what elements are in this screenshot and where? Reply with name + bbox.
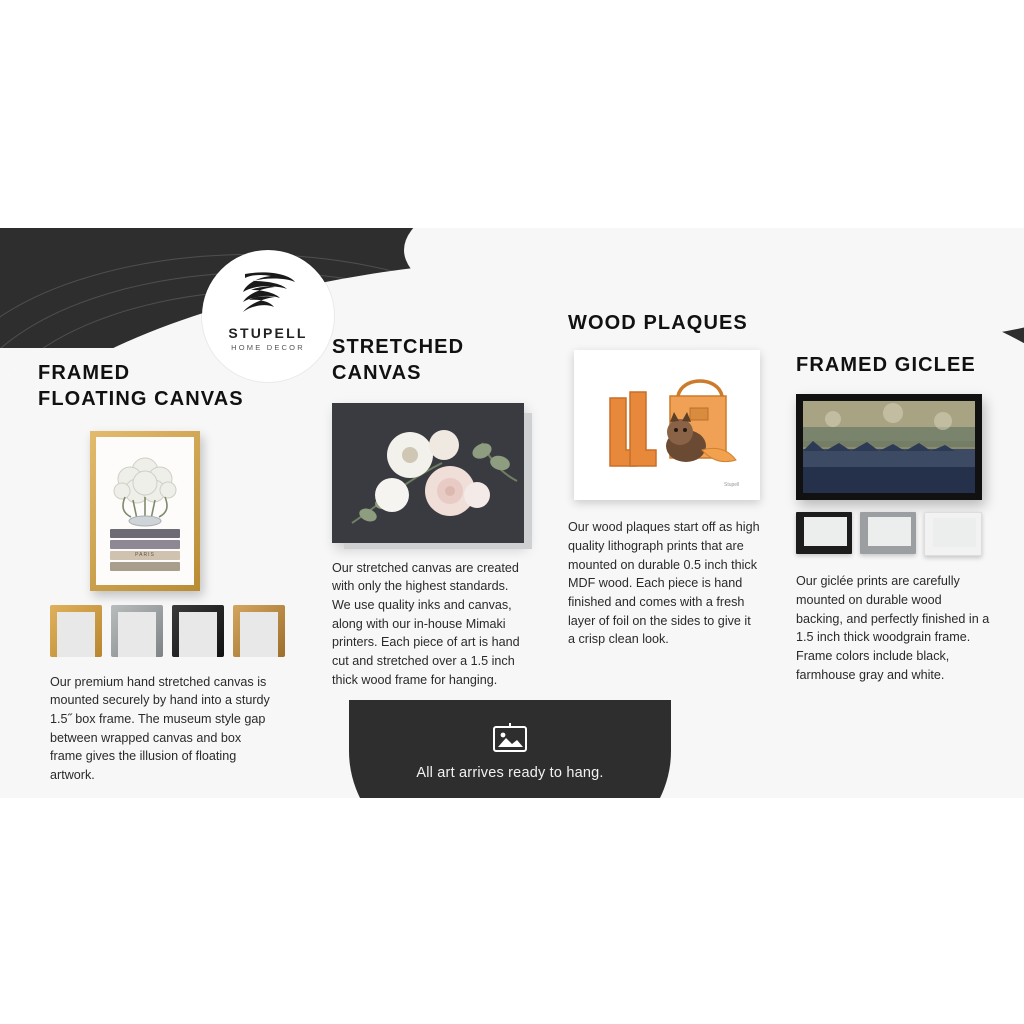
swatch-inner bbox=[57, 612, 95, 657]
section-description: Our wood plaques start off as high quality lithograph prints that are mounted on durable 0.5 inch thick MDF wood. Each piece is hand finished and comes with a fresh layer of foil on the sides to give it a crisp clean look. bbox=[568, 520, 760, 647]
section-description: Our stretched canvas are created with only the highest standards. We use quality inks and canvas, along with our in-house Mimaki printers. Each piece of art is hand cut and stretched over a 1.5 inch thick wood frame for hanging. bbox=[332, 560, 520, 687]
book-stack-item bbox=[110, 540, 180, 549]
wood-plaque-image bbox=[574, 350, 768, 500]
section-description: Our giclée prints are carefully mounted on durable wood backing, and perfectly finished in a 1.5 inch thick woodgrain frame. Frame colors include black, farmhouse gray and white. bbox=[796, 574, 990, 682]
swatch-inner bbox=[804, 517, 847, 546]
plaque-front bbox=[574, 350, 760, 500]
brand-subtitle: HOME DECOR bbox=[231, 343, 305, 352]
banner-body bbox=[0, 228, 1024, 798]
swatch-inner bbox=[240, 612, 278, 657]
swatch-inner bbox=[118, 612, 156, 657]
brand-name: STUPELL bbox=[228, 325, 308, 341]
section-title-line1: FRAMED bbox=[38, 362, 131, 384]
section-title-line2: FLOATING CANVAS bbox=[38, 388, 244, 411]
white-hydrangea-bouquet-graphic bbox=[103, 453, 187, 536]
ready-to-hang-text: All art arrives ready to hang. bbox=[416, 765, 604, 781]
stretched-canvas-image bbox=[332, 403, 532, 543]
ready-to-hang-ribbon bbox=[349, 700, 671, 798]
section-title-line1: FRAMED GICLEE bbox=[796, 354, 976, 376]
gray-frame-swatch[interactable] bbox=[111, 605, 163, 657]
swatch-inner bbox=[933, 518, 976, 547]
abstract-landscape-artwork bbox=[803, 401, 975, 493]
section-framed-floating-canvas bbox=[38, 360, 296, 785]
frame-color-swatches bbox=[50, 605, 296, 657]
gray-frame-swatch[interactable] bbox=[860, 512, 916, 554]
section-description: Our premium hand stretched canvas is mounted securely by hand into a sturdy 1.5˝ box frame. The museum style gap between wrapped canvas and box frame gives the illusion of floating artwork. bbox=[50, 674, 270, 782]
swatch-inner bbox=[179, 612, 217, 657]
book-stack-caption: PARIS bbox=[110, 551, 180, 560]
black-frame-swatch[interactable] bbox=[172, 605, 224, 657]
white-frame-swatch[interactable] bbox=[924, 512, 982, 556]
black-frame-swatch[interactable] bbox=[796, 512, 852, 554]
book-stack-item bbox=[110, 562, 180, 571]
canvas-wrap bbox=[332, 403, 524, 543]
gold-box-frame bbox=[90, 431, 200, 591]
framed-picture-icon bbox=[349, 722, 671, 759]
section-wood-plaques bbox=[568, 310, 768, 649]
swatch-inner bbox=[868, 517, 911, 546]
section-title bbox=[568, 310, 768, 336]
swoosh-s-logo-icon bbox=[202, 268, 334, 323]
section-stretched-canvas bbox=[332, 334, 532, 689]
wood-frame-swatch[interactable] bbox=[233, 605, 285, 657]
black-giclee-frame bbox=[796, 394, 982, 500]
section-title bbox=[332, 334, 532, 387]
section-title-line2: CANVAS bbox=[332, 362, 422, 385]
section-title-line1: STRETCHED bbox=[332, 336, 465, 358]
brand-logo bbox=[202, 250, 334, 382]
svg-text:Stupell: Stupell bbox=[724, 482, 740, 489]
gold-frame-swatch[interactable] bbox=[50, 605, 102, 657]
section-title bbox=[796, 352, 996, 378]
giclee-frame-color-swatches bbox=[796, 512, 996, 556]
framed-floating-canvas-image bbox=[90, 431, 296, 591]
section-framed-giclee bbox=[796, 352, 996, 684]
section-title-line1: WOOD PLAQUES bbox=[568, 312, 748, 334]
stacked-books-graphic bbox=[110, 527, 180, 571]
book-stack-item bbox=[110, 529, 180, 538]
framed-giclee-image bbox=[796, 394, 996, 500]
artwork-canvas bbox=[96, 437, 194, 585]
